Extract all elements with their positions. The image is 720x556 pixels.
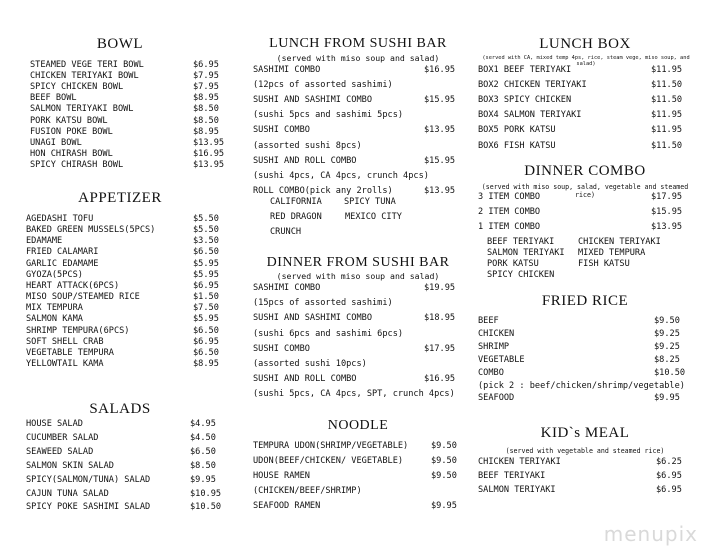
menu-item-name: HOUSE RAMEN <box>253 470 310 481</box>
menu-item-name: (assorted sushi 8pcs) <box>253 140 362 151</box>
menu-item-name: STEAMED VEGE TERI BOWL <box>30 60 144 70</box>
appetizer-title: APPETIZER <box>78 190 162 206</box>
menu-item-price: $6.95 <box>656 484 682 495</box>
menu-item-price: $10.50 <box>654 367 686 378</box>
menu-item-price: $17.95 <box>424 343 456 354</box>
menu-item-name: GARLIC EDAMAME <box>26 258 99 269</box>
menu-item-name: SASHIMI COMBO <box>253 65 321 75</box>
menu-item-name: HOUSE SALAD <box>26 419 83 429</box>
menu-item-price: $10.95 <box>190 488 222 499</box>
menu-item-price: $9.50 <box>431 455 457 466</box>
combo-choice: PORK KATSU <box>487 259 539 269</box>
salads-title: SALADS <box>89 401 151 417</box>
watermark: menupix <box>603 522 698 546</box>
menu-item-price: $11.50 <box>651 80 683 91</box>
menu-item-price: $8.25 <box>654 354 680 365</box>
roll-choice: MEXICO CITY <box>345 212 402 222</box>
menu-item-price: $9.95 <box>190 474 216 485</box>
menu-item-name: HON CHIRASH BOWL <box>30 148 113 159</box>
menu-item-name: (15pcs of assorted sashimi) <box>253 298 393 309</box>
menu-item-name: UNAGI BOWL <box>30 137 82 148</box>
menu-item-name: (pick 2 : beef/chicken/shrimp/vegetable) <box>478 380 685 391</box>
menu-item-name: SEAFOOD <box>478 393 515 404</box>
menu-item-name: SPICY(SALMON/TUNA) SALAD <box>26 474 151 485</box>
menu-item-price: $13.95 <box>424 125 456 136</box>
menu-item-name: SUSHI AND ROLL COMBO <box>253 155 357 166</box>
menu-item-name: BOX3 SPICY CHICKEN <box>478 95 572 106</box>
menu-item-price: $13.95 <box>193 159 225 170</box>
menu-item-name: 2 ITEM COMBO <box>478 206 541 217</box>
menu-item-name: SALMON TERIYAKI BOWL <box>30 104 134 115</box>
menu-item-price: $7.95 <box>193 71 219 82</box>
menu-item-price: $6.95 <box>193 280 219 291</box>
kids-meal-subtitle: (served with vegetable and steamed rice) <box>505 447 665 455</box>
menu-item-name: YELLOWTAIL KAMA <box>26 358 104 369</box>
menu-item-name: CUCUMBER SALAD <box>26 432 99 443</box>
bowl-title: BOWL <box>96 36 144 52</box>
menu-item-price: $19.95 <box>424 283 456 293</box>
menu-item-name: EDAMAME <box>26 236 63 247</box>
menu-item-name: BOX2 CHICKEN TERIYAKI <box>478 80 587 91</box>
menu-item-name: CHICKEN TERIYAKI <box>478 457 561 467</box>
menu-item-name: SUSHI AND SASHIMI COMBO <box>253 313 372 324</box>
menu-item-price: $13.95 <box>651 221 683 232</box>
menu-item-price: $9.50 <box>431 470 457 481</box>
menu-item-price: $16.95 <box>424 65 456 75</box>
menu-item-name: (sushi 4pcs, CA 4pcs, crunch 4pcs) <box>253 170 429 181</box>
menu-item-price: $6.95 <box>656 470 682 481</box>
menu-item-name: BAKED GREEN MUSSELS(5PCS) <box>26 225 156 236</box>
menu-item-price: $5.50 <box>193 225 219 236</box>
menu-item-name: BOX1 BEEF TERIYAKI <box>478 65 572 75</box>
combo-choice: SALMON TERIYAKI <box>487 248 565 258</box>
menu-item-price: $15.95 <box>651 206 683 217</box>
lunch-sushi-title: LUNCH FROM SUSHI BAR <box>269 36 447 51</box>
combo-choice: FISH KATSU <box>578 259 630 269</box>
menu-item-price: $6.50 <box>193 325 219 336</box>
menu-item-price: $11.50 <box>651 140 683 151</box>
menu-item-name: (sushi 5pcs, CA 4pcs, SPT, crunch 4pcs) <box>253 389 455 400</box>
menu-item-price: $9.25 <box>654 328 680 339</box>
combo-choice: BEEF TERIYAKI <box>487 237 555 247</box>
menu-item-name: BEEF TERIYAKI <box>478 470 546 481</box>
menu-item-price: $5.95 <box>193 269 219 280</box>
menu-item-name: MISO SOUP/STEAMED RICE <box>26 292 140 303</box>
combo-choice: SPICY CHICKEN <box>487 270 555 280</box>
menu-item-name: SEAWEED SALAD <box>26 446 94 457</box>
menu-item-name: FUSION POKE BOWL <box>30 126 113 137</box>
menu-item-price: $13.95 <box>193 137 225 148</box>
menu-item-name: SALMON KAMA <box>26 314 83 325</box>
menu-item-price: $11.95 <box>651 110 683 121</box>
menu-item-name: SASHIMI COMBO <box>253 283 321 293</box>
menu-item-price: $6.50 <box>193 347 219 358</box>
menu-item-name: SPICY POKE SASHIMI SALAD <box>26 502 151 513</box>
menu-item-name: SPICY CHIRASH BOWL <box>30 159 124 170</box>
menu-item-name: VEGETABLE TEMPURA <box>26 347 114 358</box>
menu-item-price: $8.50 <box>190 460 216 471</box>
menu-item-price: $6.50 <box>190 446 216 457</box>
dinner-sushi-title: DINNER FROM SUSHI BAR <box>266 255 450 270</box>
noodle-title: NOODLE <box>327 418 389 433</box>
menu-item-price: $11.50 <box>651 95 683 106</box>
fried-rice-title: FRIED RICE <box>541 293 629 309</box>
menu-item-name: BEEF <box>478 316 499 326</box>
menu-item-price: $11.95 <box>651 125 683 136</box>
menu-item-price: $8.50 <box>193 115 219 126</box>
menu-item-name: SHRIMP <box>478 341 510 352</box>
roll-choice: RED DRAGON <box>270 212 322 222</box>
menu-item-name: UDON(BEEF/CHICKEN/ VEGETABLE) <box>253 455 404 466</box>
menu-item-price: $9.50 <box>654 316 680 326</box>
menu-item-name: AGEDASHI TOFU <box>26 214 94 224</box>
menu-item-price: $6.95 <box>193 336 219 347</box>
menu-item-name: 1 ITEM COMBO <box>478 221 541 232</box>
menu-item-name: SUSHI COMBO <box>253 125 310 136</box>
menu-item-price: $8.95 <box>193 126 219 137</box>
menu-item-price: $11.95 <box>651 65 683 75</box>
menu-item-name: BOX4 SALMON TERIYAKI <box>478 110 582 121</box>
menu-item-name: SPICY CHICKEN BOWL <box>30 82 124 93</box>
menu-item-name: SALMON TERIYAKI <box>478 484 556 495</box>
menu-item-name: SHRIMP TEMPURA(6PCS) <box>26 325 130 336</box>
menu-item-price: $5.95 <box>193 258 219 269</box>
menu-item-name: (sushi 5pcs and sashimi 5pcs) <box>253 110 404 121</box>
menu-item-name: (assorted sushi 10pcs) <box>253 359 367 369</box>
menu-item-price: $7.50 <box>193 303 219 314</box>
menu-item-price: $6.50 <box>193 247 219 258</box>
menu-item-price: $9.95 <box>431 500 457 511</box>
menu-item-price: $8.95 <box>193 358 219 369</box>
menu-item-name: (12pcs of assorted sashimi) <box>253 80 393 91</box>
combo-choice: MIXED TEMPURA <box>578 248 646 258</box>
combo-choice: CHICKEN TERIYAKI <box>578 237 661 247</box>
menu-item-name: (sushi 6pcs and sashimi 6pcs) <box>253 328 404 339</box>
menu-item-name: SUSHI AND SASHIMI COMBO <box>253 95 372 106</box>
menu-item-price: $1.50 <box>193 292 219 303</box>
menu-item-name: COMBO <box>478 367 504 378</box>
menu-item-price: $7.95 <box>193 82 219 93</box>
menu-item-name: SEAFOOD RAMEN <box>253 500 321 511</box>
menu-item-price: $16.95 <box>193 148 225 159</box>
menu-item-name: SUSHI AND ROLL COMBO <box>253 374 357 385</box>
menu-item-name: 3 ITEM COMBO <box>478 192 541 202</box>
dinner-combo-title: DINNER COMBO <box>524 163 646 179</box>
menu-item-price: $16.95 <box>424 374 456 385</box>
menu-item-price: $8.95 <box>193 93 219 104</box>
menu-item-price: $6.25 <box>656 457 682 467</box>
dinner-combo-subtitle: (served with miso soup, salad, vegetable and steamed rice) <box>481 183 689 199</box>
menu-item-price: $15.95 <box>424 95 456 106</box>
menu-item-price: $4.50 <box>190 432 216 443</box>
menu-item-name: PORK KATSU BOWL <box>30 115 108 126</box>
menu-item-name: SUSHI COMBO <box>253 343 310 354</box>
menu-item-price: $8.50 <box>193 104 219 115</box>
roll-choice: CALIFORNIA <box>270 197 322 207</box>
menu-item-name: CAJUN TUNA SALAD <box>26 488 109 499</box>
menu-item-price: $13.95 <box>424 185 456 196</box>
kids-meal-title: KID`s MEAL <box>540 425 630 441</box>
menu-item-name: BEEF BOWL <box>30 93 77 104</box>
menu-item-name: SALMON SKIN SALAD <box>26 460 114 471</box>
lunch-sushi-subtitle: (served with miso soup and salad) <box>276 53 440 63</box>
menu-item-name: ROLL COMBO(pick any 2rolls) <box>253 185 393 196</box>
menu-item-price: $15.95 <box>424 155 456 166</box>
menu-item-name: CHICKEN TERIYAKI BOWL <box>30 71 139 82</box>
menu-item-name: VEGETABLE <box>478 354 525 365</box>
menu-item-price: $6.95 <box>193 60 219 70</box>
roll-choice: SPICY TUNA <box>344 197 396 207</box>
menu-item-name: MIX TEMPURA <box>26 303 83 314</box>
menu-item-price: $9.50 <box>431 441 457 451</box>
roll-choice: CRUNCH <box>270 227 302 237</box>
menu-item-name: FRIED CALAMARI <box>26 247 99 258</box>
menu-item-name: CHICKEN <box>478 328 515 339</box>
menu-item-price: $10.50 <box>190 502 222 513</box>
menu-item-price: $3.50 <box>193 236 219 247</box>
menu-item-price: $9.25 <box>654 341 680 352</box>
menu-item-name: HEART ATTACK(6PCS) <box>26 280 120 291</box>
menu-item-price: $5.50 <box>193 214 219 224</box>
menu-item-name: SOFT SHELL CRAB <box>26 336 104 347</box>
menu-item-price: $17.95 <box>651 192 683 202</box>
menu-item-name: GYOZA(5PCS) <box>26 269 83 280</box>
menu-item-name: TEMPURA UDON(SHRIMP/VEGETABLE) <box>253 441 409 451</box>
menu-item-price: $4.95 <box>190 419 216 429</box>
lunch-box-title: LUNCH BOX <box>539 36 631 52</box>
menu-item-price: $5.95 <box>193 314 219 325</box>
lunch-box-subtitle: (served with CA, mixed temp 4ps, rice, steam vege, miso soup, and salad) <box>482 55 690 67</box>
menu-item-name: (CHICKEN/BEEF/SHRIMP) <box>253 485 362 496</box>
menu-item-price: $9.95 <box>654 393 680 404</box>
menu-item-price: $18.95 <box>424 313 456 324</box>
menu-item-name: BOX5 PORK KATSU <box>478 125 556 136</box>
dinner-sushi-subtitle: (served with miso soup and salad) <box>276 271 440 281</box>
menu-item-name: BOX6 FISH KATSU <box>478 140 556 151</box>
